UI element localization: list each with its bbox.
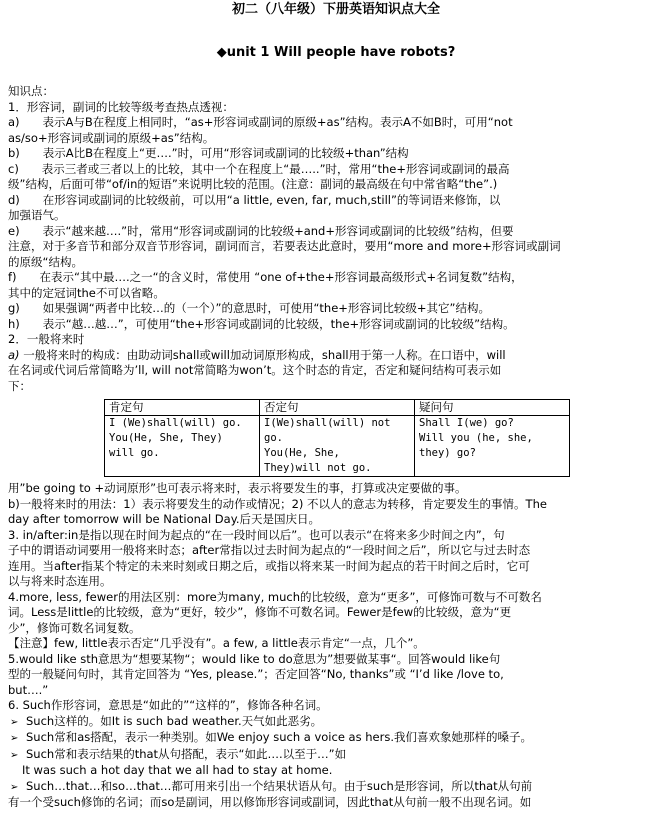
text-line: 5.would like sth意思为“想要某物“；would like to do意思为”想要做某事“。回答would like句 <box>8 651 501 666</box>
text-line: but….” <box>8 682 49 697</box>
bullet-text: Such这样的。如It is such bad weather.天气如此恶劣。 <box>26 713 323 728</box>
text-line: a) 表示A与B在程度上相同时，“as+形容词或副词的原级+as”结构。表示A不如B时，可用“not <box>8 115 513 129</box>
text-line: 下： <box>8 378 31 393</box>
arrow-bullet-icon: ➢ <box>10 781 19 793</box>
document-page <box>8 0 664 820</box>
text-line: 子中的谓语动词要用一般将来时态；after常指以过去时间为起点的“一段时间之后”，所以它与过去时态 <box>8 543 531 557</box>
text-line: 【注意】few, little表示否定“几乎没有”。a few, a little表示肯定“一点，几个”。 <box>8 636 425 650</box>
text-line: d) 在形容词或副词的比较级前，可以用“a little, even, far, much,still”的等词语来修饰，以 <box>8 192 501 207</box>
bullet-text: Such…that…和so…that…都可用来引出一个结果状语从句。由于such是形容词，所以that从句前 <box>26 778 533 793</box>
example-sentence: It was such a hot day that we all had to stay at home. <box>22 763 333 777</box>
text-line: e) 表示“越来越….”时，常用“形容词或副词的比较级+and+形容词或副词的比较级”结构，但要 <box>8 223 514 238</box>
table-header: 肯定句 <box>105 400 260 416</box>
unit-heading: ◆unit 1 Will people have robots? <box>216 45 456 60</box>
bullet-text: Such常和表示结果的that从句搭配，表示“如此….以至于…”如 <box>26 746 347 761</box>
text-line-body: 一般将来时的构成：由助动词shall或will加动词原形构成，shall用于第一人称。在口语中，will <box>23 347 506 362</box>
table-cell: Shall I(we) go? Will you (he, she, they) go? <box>415 416 570 477</box>
text-line: 4.more, less, fewer的用法区别：more为many, much的比较级，意为“更多”，可修饰可数与不可数名 <box>8 589 542 604</box>
document-title: 初二（八年级）下册英语知识点大全 <box>231 2 440 17</box>
text-line: 在名词或代词后常简略为’ll, will not常简略为won’t。这个时态的肯定，否定和疑问结构可表示如 <box>8 363 502 377</box>
text-line: c) 表示三者或三者以上的比较，其中一个在程度上“最…..”时，常用“the+形容词或副词的最高 <box>8 161 510 176</box>
arrow-bullet-icon: ➢ <box>10 716 19 728</box>
text-line: 其中的定冠词the不可以省略。 <box>8 285 165 300</box>
intro-label: 知识点： <box>8 84 54 98</box>
bullet-item <box>8 779 664 796</box>
text-line: 1．形容词，副词的比较等级考查热点透视： <box>8 99 234 114</box>
table-cell: I(We)shall(will) not go. You(He, She, They)will not go. <box>260 416 415 477</box>
bullet-item <box>8 747 664 764</box>
item-marker: a) <box>8 347 20 362</box>
text-line: 词。Less是little的比较级，意为“更好，较少”，修饰不可数名词。Fewer是few的比较级，意为“更 <box>8 605 512 619</box>
content-body <box>8 84 664 811</box>
bullet-text: Such常和as搭配，表示一种类别。如We enjoy such a voice as hers.我们喜欢象她那样的嗓子。 <box>26 730 532 744</box>
text-line: 有一个受such修饰的名词；而so是副词，用以修饰形容词或副词，因此that从句前一般不出现名词。如 <box>8 795 532 809</box>
table-row <box>105 416 570 477</box>
table-header: 否定句 <box>260 400 415 416</box>
text-line: 用”be going to +动词原形”也可表示将来时，表示将要发生的事，打算或决定要做的事。 <box>8 481 467 495</box>
text-line: 的原级“结构。 <box>8 254 83 269</box>
text-line: 3. in/after:in是指以现在时间为起点的“在一段时间以后”。也可以表示“在将来多少时间之内”，句 <box>8 527 505 542</box>
bullet-item <box>8 730 664 747</box>
text-line: g) 如果强调“两者中比较…的（一个）”的意思时，可使用“the+形容词比较级+其它”结构。 <box>8 301 491 315</box>
text-line: as/so+形容词或副词的原级+as”结构。 <box>8 130 215 145</box>
text-line: b) 表示A比B在程度上“更….”时，可用“形容词或副词的比较级+than”结构 <box>8 146 409 160</box>
table-header-row <box>105 400 570 416</box>
text-line: 6. Such作形容词，意思是“如此的”“这样的”，修饰各种名词。 <box>8 698 328 712</box>
text-line: h) 表示“越…越…”，可使用“the+形容词或副词的比较级，the+形容词或副词的比较级”结构。 <box>8 316 515 331</box>
text-line: 连用。当after指某个特定的未来时刻或日期之后，或指以将来某一时间为起点的若干时间之后时，它可 <box>8 558 530 573</box>
text-line: 以与将来时态连用。 <box>8 574 112 588</box>
text-line: 级”结构，后面可带“of/in的短语”来说明比较的范围。(注意：副词的最高级在句中常省略“the”.) <box>8 177 498 191</box>
text-line: 加强语气。 <box>8 208 66 222</box>
text-line: 少”，修饰可数名词复数。 <box>8 620 141 635</box>
arrow-bullet-icon: ➢ <box>10 733 19 744</box>
arrow-bullet-icon: ➢ <box>10 749 19 761</box>
table-header: 疑问句 <box>415 400 570 416</box>
text-line <box>8 348 664 364</box>
text-line: day after tomorrow will be National Day.后天是国庆日。 <box>8 512 321 526</box>
text-line: b)一般将来时的用法：1）表示将要发生的动作或情况；2) 不以人的意志为转移，肯定要发生的事情。The <box>8 496 547 511</box>
table-cell: I (We)shall(will) go. You(He, She, They) will go. <box>105 416 260 477</box>
text-line: 2．一般将来时 <box>8 332 85 346</box>
text-line: 注意，对于多音节和部分双音节形容词，副词而言，若要表达此意时，要用“more and more+形容词或副词 <box>8 239 561 253</box>
bullet-item <box>8 714 664 731</box>
tense-table <box>104 399 570 477</box>
text-line: f) 在表示“其中最….之一“的含义时，常使用 “one of+the+形容词最高级形式+名词复数”结构， <box>8 270 523 284</box>
text-line: 型的一般疑问句时，其肯定回答为 “Yes, please.”；否定回答“No, thanks”或 “I’d like /love to, <box>8 667 504 681</box>
